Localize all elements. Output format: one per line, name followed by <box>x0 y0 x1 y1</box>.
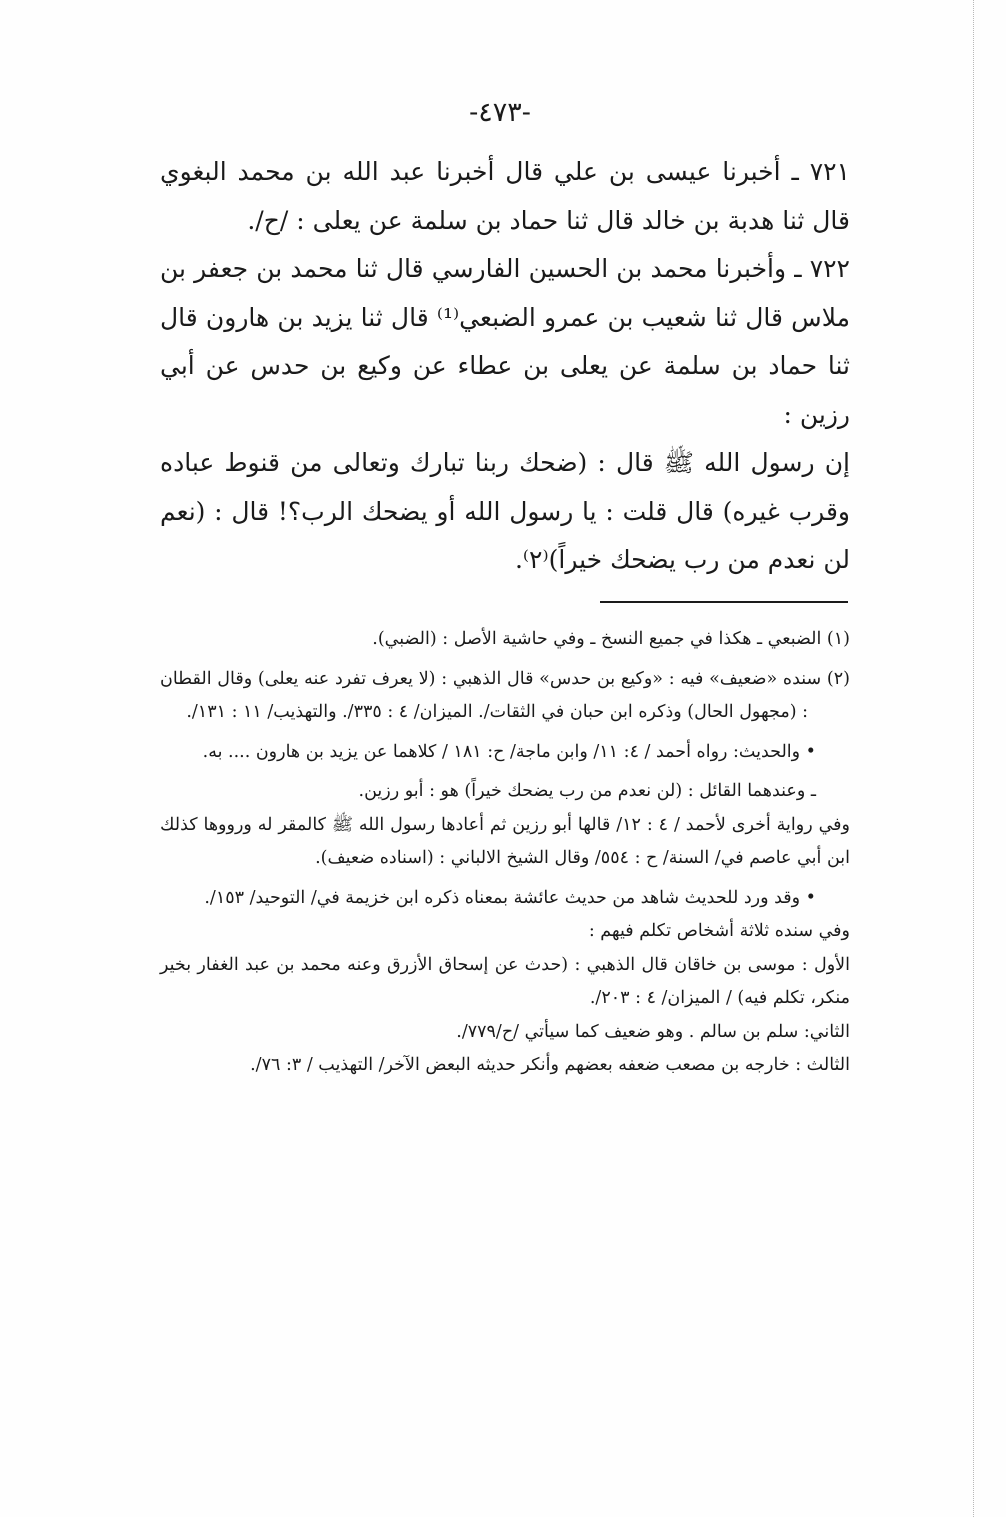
note-third-narrator: الثالث : خارجه بن مصعب ضعفه بعضهم وأنكر حديثه البعض الآخر/ التهذيب / ٣: ٧٦/. <box>250 1055 850 1075</box>
note-chain-intro: وفي سنده ثلاثة أشخاص تكلم فيهم : <box>588 921 850 941</box>
note-first-narrator: الأول : موسى بن خاقان قال الذهبي : (حدث عن إسحاق الأزرق وعنه محمد بن عبد الغفار بخير منكر، تكلم فيه) / الميزان/ ٤ : ٢٠٣/. <box>160 954 850 1008</box>
footnotes <box>160 623 850 1083</box>
note-second-narrator: الثاني: سلم بن سالم . وهو ضعيف كما سيأتي /ح/٧٧٩/. <box>456 1021 850 1042</box>
hadith-722: ٧٢٢ ـ وأخبرنا محمد بن الحسين الفارسي قال ثنا محمد بن جعفر بن ملاس قال ثنا شعيب بن عمرو الضبعي⁽¹⁾ قال ثنا يزيد بن هارون قال ثنا حماد بن سلمة عن يعلى بن عطاء عن وكيع بن حدس عن أبي رزين : <box>160 254 850 429</box>
hadith-matn: إن رسول الله ﷺ قال : (ضحك ربنا تبارك وتعالى من قنوط عباده وقرب غيره) قال قلت : يا رسول الله أو يضحك الرب؟! قال : (نعم لن نعدم من رب يضحك خيراً)⁽٢⁾. <box>160 448 850 574</box>
footnote-1: (١) الضبعي ـ هكذا في جميع النسخ ـ وفي حاشية الأصل : (الضبي). <box>372 629 850 649</box>
footnote-2: (٢) سنده «ضعيف» فيه : «وكيع بن حدس» قال الذهبي : (لا يعرف تفرد عنه يعلى) وقال القطان : (مجهول الحال) وذكره ابن حبان في الثقات/. الميزان/ ٤ : ٣٣٥/. والتهذيب/ ١١ : ١٣١/. <box>160 668 850 722</box>
footnote-separator <box>600 601 848 603</box>
page-number: -٤٧٣- <box>469 97 531 128</box>
note-hadith-sources: • والحديث: رواه أحمد / ٤: ١١/ وابن ماجة/ ح: ١٨١ / كلاهما عن يزيد بن هارون .... به. <box>202 741 816 762</box>
note-speaker: ـ وعندهما القائل : (لن نعدم من رب يضحك خيراً) هو : أبو رزين. <box>358 781 816 801</box>
note-witness: • وقد ورد للحديث شاهد من حديث عائشة بمعناه ذكره ابن خزيمة في/ التوحيد/ ١٥٣/. <box>204 887 816 908</box>
page-edge-line <box>973 0 974 1517</box>
note-other-narration: وفي رواية أخرى لأحمد / ٤ : ١٢/ قالها أبو رزين ثم أعادها رسول الله ﷺ كالمقر له ورووها كذلك ابن أبي عاصم في/ السنة/ ح : ٥٥٤/ وقال الشيخ الالباني : (اسناده ضعيف). <box>160 814 850 868</box>
hadith-721: ٧٢١ ـ أخبرنا عيسى بن علي قال أخبرنا عبد الله بن محمد البغوي قال ثنا هدبة بن خالد قال ثنا حماد بن سلمة عن يعلى : /ح/. <box>160 157 850 235</box>
main-text <box>160 148 850 585</box>
